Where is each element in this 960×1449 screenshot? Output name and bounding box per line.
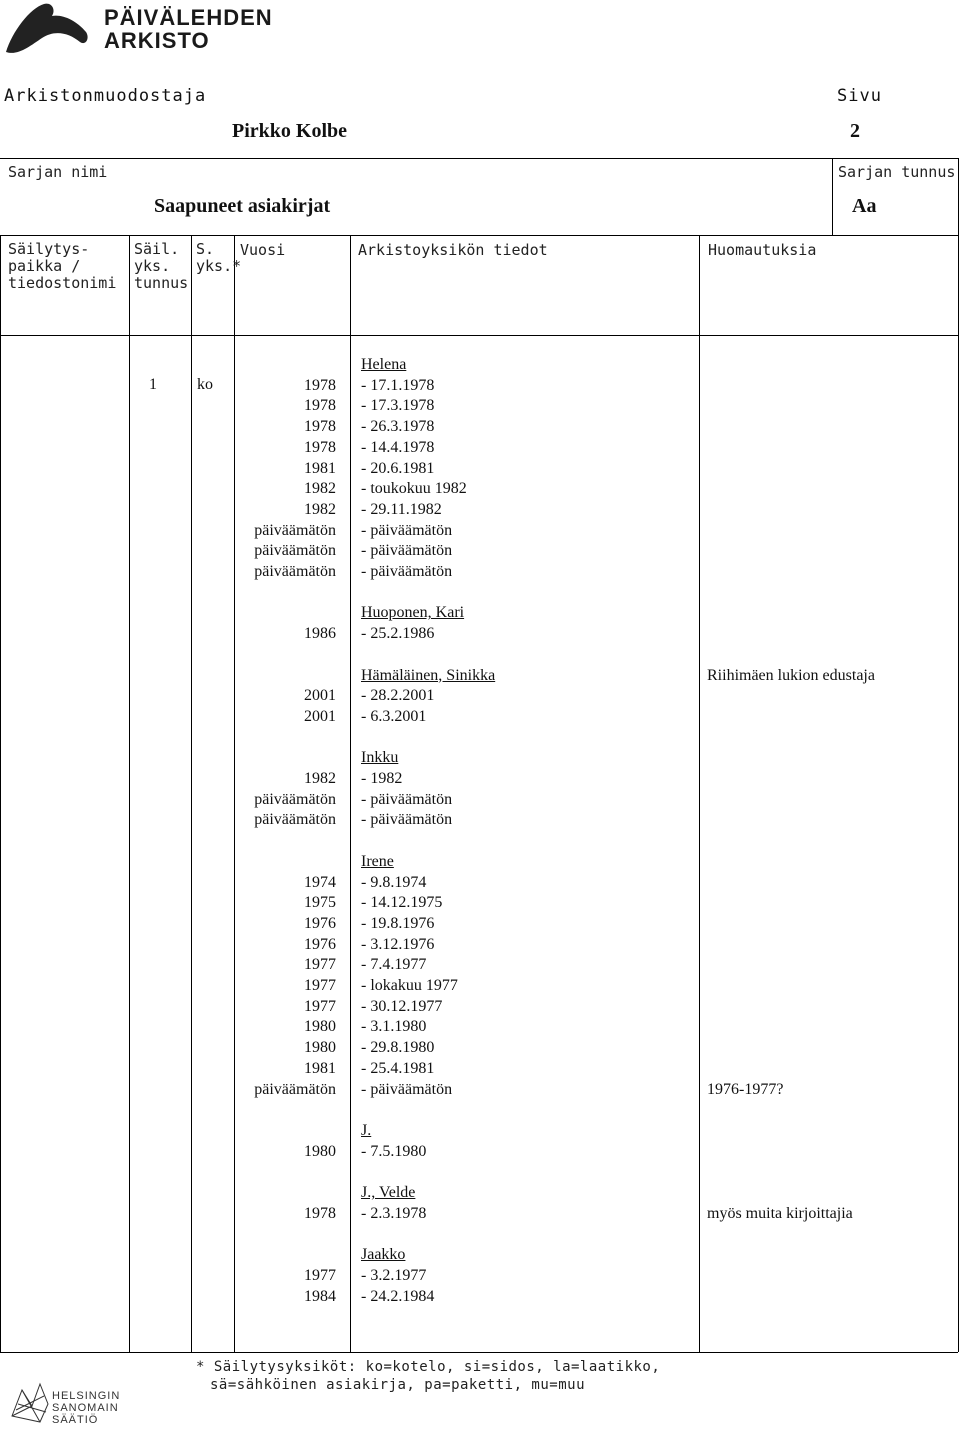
unit-id: 1 — [149, 376, 157, 393]
series-name-label: Sarjan nimi — [8, 163, 108, 181]
year-cell: 1982 — [304, 480, 336, 498]
series-id-label: Sarjan tunnus — [838, 163, 956, 181]
correspondent-name: Irene — [361, 852, 394, 870]
letter-date: - päiväämätön — [361, 1080, 453, 1098]
header-rule — [0, 158, 958, 159]
letter-date: - 28.2.2001 — [361, 687, 435, 705]
letter-date: - 7.5.1980 — [361, 1142, 427, 1160]
year-cell: 1986 — [304, 625, 336, 643]
correspondent-name: Huoponen, Kari — [361, 604, 465, 622]
letter-date: - 30.12.1977 — [361, 997, 443, 1015]
page-label: Sivu — [837, 86, 882, 106]
series-name: Saapuneet asiakirjat — [154, 195, 331, 217]
year-cell: päiväämätön — [254, 563, 336, 580]
col-header-year: Vuosi — [240, 241, 286, 259]
letter-date: - 1982 — [361, 770, 403, 787]
correspondent-name: J. — [361, 1121, 372, 1139]
year-cell: päiväämätön — [254, 1080, 336, 1098]
year-cell: päiväämätön — [254, 811, 336, 829]
year-cell: 1978 — [304, 418, 336, 436]
correspondent-name: Jaakko — [361, 1246, 406, 1264]
year-cell: päiväämätön — [254, 542, 336, 560]
table-right-border — [958, 158, 959, 1352]
series-divider — [832, 158, 833, 235]
letter-date: - 29.11.1982 — [361, 500, 442, 518]
year-cell: 1981 — [304, 459, 336, 477]
archive-logo-text: PÄIVÄLEHDEN ARKISTO — [104, 5, 273, 53]
col-header-unit-type: S. yks.* — [196, 240, 242, 275]
col-divider-2 — [191, 235, 192, 1352]
table-top-rule — [0, 235, 958, 236]
letter-date: - 14.4.1978 — [361, 438, 435, 456]
year-cell: 1977 — [304, 956, 336, 974]
letter-date: - 6.3.2001 — [361, 707, 427, 725]
year-cell: 1980 — [304, 1018, 336, 1036]
letter-date: - lokakuu 1977 — [361, 977, 458, 994]
letter-date: - 17.1.1978 — [361, 376, 435, 394]
col-divider-3 — [234, 235, 235, 1352]
letter-date: - 2.3.1978 — [361, 1204, 427, 1222]
table-bottom-rule — [0, 1352, 958, 1353]
correspondent-name: Hämäläinen, Sinikka — [361, 666, 496, 684]
note-text: Riihimäen lukion edustaja — [707, 666, 875, 684]
letter-date: - päiväämätön — [361, 542, 453, 560]
col-header-unit-id: Säil. yks. tunnus — [134, 240, 189, 292]
year-cell: 1981 — [304, 1059, 336, 1077]
year-cell: 2001 — [304, 707, 336, 725]
letter-date: - päiväämätön — [361, 790, 453, 808]
letter-date: - 26.3.1978 — [361, 418, 435, 436]
footnote: * Säilytysyksiköt: ko=kotelo, si=sidos, la=laatikko, sä=sähköinen asiakirja, pa=paketti, mu=muu — [196, 1359, 661, 1393]
correspondent-name: Helena — [361, 356, 407, 373]
col-divider-4 — [350, 235, 351, 1352]
letter-date: - 3.12.1976 — [361, 935, 435, 953]
year-cell: 1978 — [304, 376, 336, 394]
archive-logo-icon — [2, 2, 92, 58]
letter-date: - päiväämätön — [361, 563, 453, 580]
correspondent-name: J., Velde — [361, 1184, 416, 1201]
col-divider-5 — [699, 235, 700, 1352]
creator-name: Pirkko Kolbe — [232, 120, 348, 142]
foundation-logo-text: HELSINGIN SANOMAIN SÄÄTIÖ — [52, 1390, 121, 1426]
letter-date: - 20.6.1981 — [361, 459, 435, 477]
year-cell: 1984 — [304, 1287, 336, 1305]
year-cell: 1980 — [304, 1039, 336, 1057]
letter-date: - päiväämätön — [361, 811, 453, 829]
col-header-info: Arkistoyksikön tiedot — [358, 241, 548, 259]
year-cell: 1978 — [304, 1204, 336, 1222]
year-cell: 1978 — [304, 438, 336, 456]
letter-date: - 29.8.1980 — [361, 1039, 435, 1057]
correspondent-name: Inkku — [361, 749, 399, 767]
note-text: 1976-1977? — [707, 1080, 784, 1098]
unit-type: ko — [197, 376, 213, 393]
year-cell: 1977 — [304, 1266, 336, 1284]
note-text: myös muita kirjoittajia — [707, 1204, 853, 1222]
letter-date: - 14.12.1975 — [361, 894, 443, 912]
year-cell: 1974 — [304, 873, 336, 891]
year-cell: 1982 — [304, 500, 336, 518]
letter-date: - 25.4.1981 — [361, 1059, 435, 1077]
letter-date: - 3.1.1980 — [361, 1018, 427, 1036]
table-header-rule — [0, 335, 958, 336]
letter-date: - päiväämätön — [361, 521, 453, 539]
letter-date: - 9.8.1974 — [361, 873, 427, 891]
letter-date: - 3.2.1977 — [361, 1266, 427, 1284]
year-cell: 2001 — [304, 687, 336, 705]
year-cell: 1977 — [304, 977, 336, 994]
page-number: 2 — [850, 120, 860, 142]
year-cell: 1976 — [304, 914, 336, 932]
col-divider-1 — [129, 235, 130, 1352]
letter-date: - 19.8.1976 — [361, 914, 435, 932]
col-header-location: Säilytys- paikka / tiedostonimi — [8, 240, 117, 292]
col-header-notes: Huomautuksia — [708, 241, 817, 259]
year-cell: 1982 — [304, 770, 336, 787]
year-cell: 1978 — [304, 397, 336, 415]
year-cell: 1975 — [304, 894, 336, 912]
letter-date: - toukokuu 1982 — [361, 480, 467, 498]
creator-label: Arkistonmuodostaja — [4, 86, 207, 106]
letter-date: - 17.3.1978 — [361, 397, 435, 415]
year-cell: päiväämätön — [254, 790, 336, 808]
year-cell: 1976 — [304, 935, 336, 953]
table-left-border — [0, 235, 1, 1352]
letter-date: - 25.2.1986 — [361, 625, 435, 643]
year-cell: päiväämätön — [254, 521, 336, 539]
year-cell: 1980 — [304, 1142, 336, 1160]
year-cell: 1977 — [304, 997, 336, 1015]
series-id: Aa — [852, 195, 877, 217]
letter-date: - 24.2.1984 — [361, 1287, 435, 1305]
letter-date: - 7.4.1977 — [361, 956, 427, 974]
